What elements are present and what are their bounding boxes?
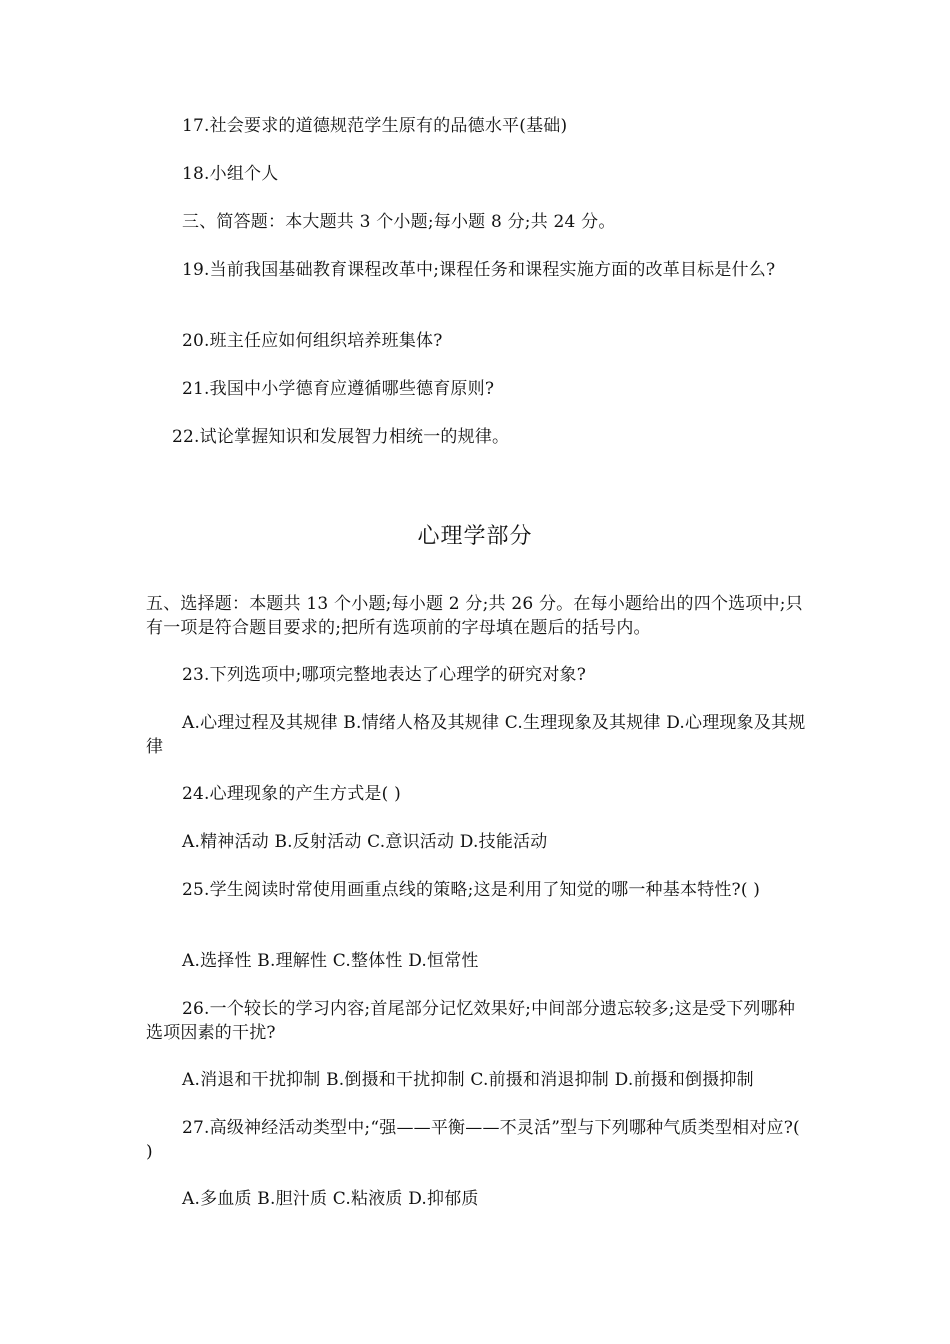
question-26-options: A.消退和干扰抑制 B.倒摄和干扰抑制 C.前摄和消退抑制 D.前摄和倒摄抑制 [182, 1070, 754, 1090]
question-20: 20.班主任应如何组织培养班集体? [182, 331, 443, 351]
question-19: 19.当前我国基础教育课程改革中;课程任务和课程实施方面的改革目标是什么? [182, 260, 776, 280]
answer-item-18: 18.小组个人 [182, 164, 279, 184]
section-heading-choice: 五、选择题：本题共 13 个小题;每小题 2 分;共 26 分。在每小题给出的四个选项中;只有一项是符合题目要求的;把所有选项前的字母填在题后的括号内。 [146, 594, 803, 638]
question-23-options: A.心理过程及其规律 B.情绪人格及其规律 C.生理现象及其规律 D.心理现象及其规律 [146, 713, 806, 757]
question-23: 23.下列选项中;哪项完整地表达了心理学的研究对象? [182, 665, 587, 685]
question-24-options: A.精神活动 B.反射活动 C.意识活动 D.技能活动 [182, 832, 548, 852]
question-21: 21.我国中小学德育应遵循哪些德育原则? [182, 379, 495, 399]
answer-item-17: 17.社会要求的道德规范学生原有的品德水平(基础) [182, 116, 568, 136]
question-25: 25.学生阅读时常使用画重点线的策略;这是利用了知觉的哪一种基本特性?( ) [182, 880, 761, 900]
question-27-options: A.多血质 B.胆汁质 C.粘液质 D.抑郁质 [182, 1189, 479, 1209]
section-heading-short-answer: 三、简答题：本大题共 3 个小题;每小题 8 分;共 24 分。 [182, 212, 616, 232]
question-22: 22.试论掌握知识和发展智力相统一的规律。 [172, 427, 510, 447]
question-24: 24.心理现象的产生方式是( ) [182, 784, 401, 804]
question-26: 26.一个较长的学习内容;首尾部分记忆效果好;中间部分遗忘较多;这是受下列哪种选项因素的干扰? [146, 999, 796, 1043]
question-27: 27.高级神经活动类型中;“强——平衡——不灵活”型与下列哪种气质类型相对应?( ) [146, 1118, 800, 1162]
question-25-options: A.选择性 B.理解性 C.整体性 D.恒常性 [182, 951, 479, 971]
section-title-psychology: 心理学部分 [417, 524, 533, 549]
